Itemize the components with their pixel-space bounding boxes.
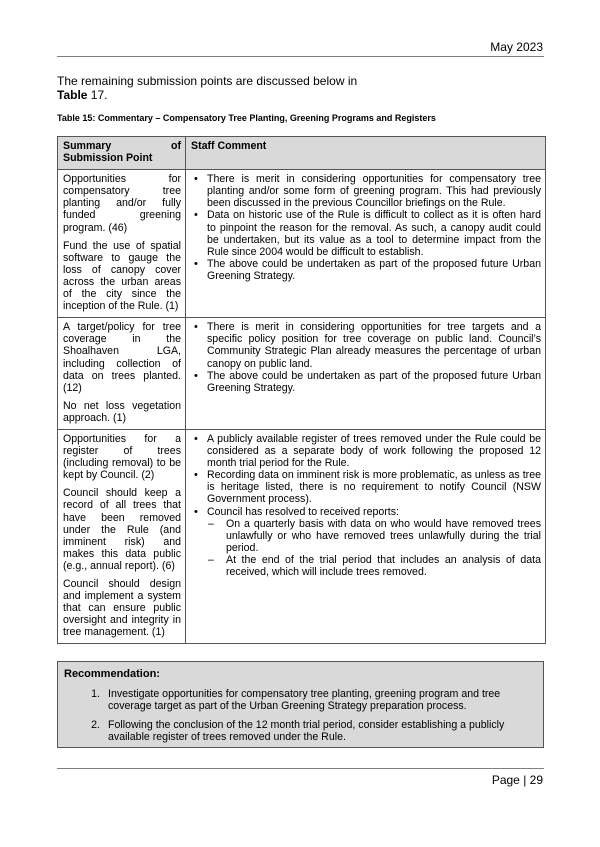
recommendation-title: Recommendation:: [64, 668, 160, 680]
summary-cell: [58, 170, 186, 318]
intro-paragraph: [57, 74, 544, 102]
table-row: [58, 429, 546, 644]
summary-cell: [58, 429, 186, 644]
comment-bullet: • Recording data on imminent risk is more problematic, as unless as tree is heritage listed, there is no requirement to notify Council (NSW Government process).: [207, 469, 541, 505]
comment-bullet: • There is merit in considering opportunities for tree targets and a specific policy position for tree coverage on public land. Council’s Community Strategic Plan already measures the percentage of urban canopy on public land.: [207, 321, 541, 369]
table-caption: Table 15: Commentary – Compensatory Tree Planting, Greening Programs and Registers: [57, 113, 436, 123]
comment-bullet: • There is merit in considering opportunities for compensatory tree planting and/or some form of greening program. This had previously been discussed in the previous Councillor briefings on the Rule.: [207, 173, 541, 209]
page-number: Page | 29: [491, 773, 543, 787]
table-row: [58, 170, 546, 318]
recommendation-number: 1.: [91, 688, 100, 700]
comment-bullet: • The above could be undertaken as part of the proposed future Urban Greening Strategy.: [207, 370, 541, 394]
summary-point: Opportunities for a register of trees (including removal) to be kept by Council. (2): [63, 432, 181, 482]
header-divider: [57, 56, 544, 57]
comment-cell: [186, 170, 546, 318]
recommendation-item: [64, 719, 538, 743]
comment-cell: [186, 318, 546, 430]
comment-sub-item: – On a quarterly basis with data on who would have removed trees unlawfully or who have removed trees unlawfully during the trial period.: [226, 518, 541, 554]
recommendation-text: Following the conclusion of the 12 month trial period, consider establishing a publicly available register of trees removed under the Rule.: [108, 719, 505, 743]
comment-bullet-text: Council has resolved to received reports:: [207, 505, 399, 518]
recommendation-box: [57, 661, 544, 748]
comment-bullet: [207, 506, 541, 579]
column-header-summary: Summary of Submission Point: [58, 137, 186, 170]
table-header-row: [58, 137, 546, 170]
footer-divider: [57, 768, 544, 769]
summary-point: No net loss vegetation approach. (1): [63, 399, 181, 424]
summary-point: Council should design and implement a system that can ensure public oversight and integrity in tree management. (1): [63, 578, 181, 639]
comment-bullet: • A publicly available register of trees removed under the Rule could be considered as a separate body of work following the proposed 12 month trial period for the Rule.: [207, 433, 541, 469]
column-header-comment: Staff Comment: [186, 137, 546, 170]
recommendation-text: Investigate opportunities for compensatory tree planting, greening program and tree coverage target as part of the Urban Greening Strategy preparation process.: [108, 688, 501, 712]
recommendation-number: 2.: [91, 719, 100, 731]
recommendation-item: [64, 688, 538, 712]
summary-point: Council should keep a record of all trees that have been removed under the Rule (and imminent risk) and makes this data public (e.g., annual report). (6): [63, 487, 181, 572]
header-date: May 2023: [490, 40, 543, 54]
comment-bullet: • The above could be undertaken as part of the proposed future Urban Greening Strategy.: [207, 258, 541, 282]
intro-text: The remaining submission points are discussed below in: [57, 74, 358, 88]
comment-sub-item: – At the end of the trial period that includes an analysis of data received, which will include trees removed.: [226, 554, 541, 578]
summary-point: A target/policy for tree coverage in the Shoalhaven LGA, including collection of data on trees planted. (12): [63, 321, 181, 394]
summary-point: Fund the use of spatial software to gauge the loss of canopy cover across the urban areas of the city since the inception of the Rule. (1): [63, 239, 181, 313]
comment-cell: [186, 429, 546, 644]
summary-point: Opportunities for compensatory tree planting and/or fully funded greening program. (46): [63, 173, 181, 234]
comment-bullet: • Data on historic use of the Rule is difficult to collect as it is often hard to pinpoint the reason for the removal. As such, a canopy audit could be undertaken, but its value as a tool to determine impact from the Rule since 2004 would be difficult to establish.: [207, 209, 541, 257]
table-row: [58, 318, 546, 430]
table-ref-bold: Table: [57, 88, 88, 102]
summary-cell: [58, 318, 186, 430]
table-ref-number: 17.: [87, 88, 108, 102]
commentary-table: [57, 136, 545, 644]
recommendation-list: [64, 688, 538, 743]
